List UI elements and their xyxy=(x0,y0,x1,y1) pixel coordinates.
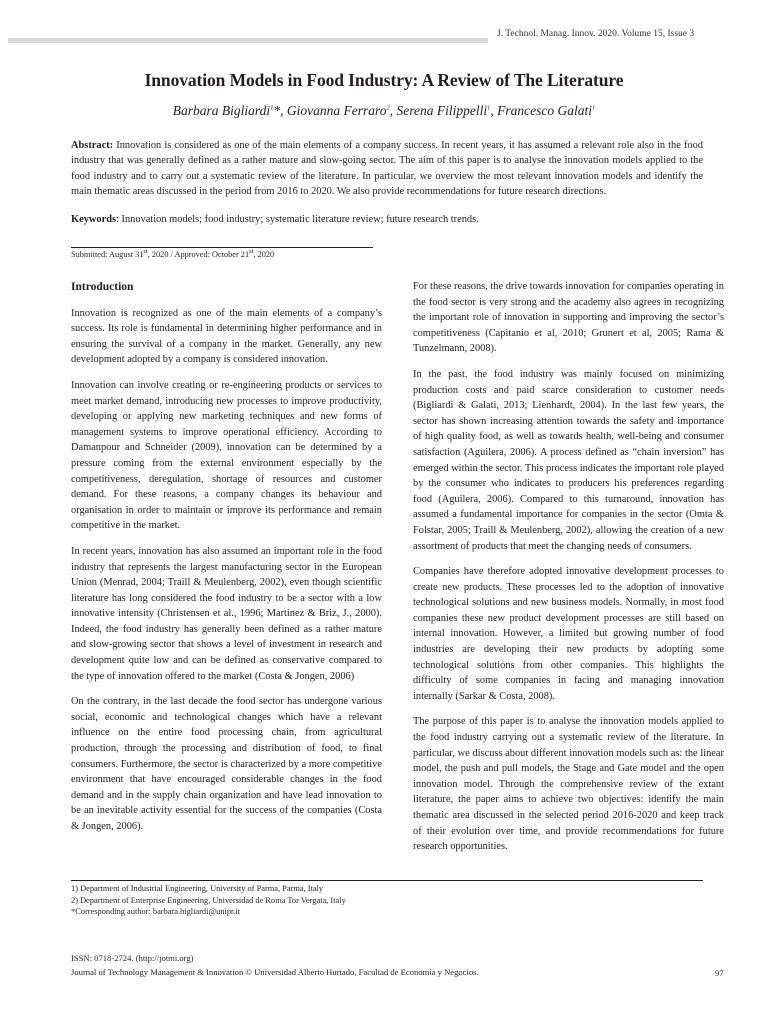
journal-reference: J. Technol. Manag. Innov. 2020. Volume 15, Issue 3 xyxy=(497,29,695,39)
submission-rule xyxy=(71,247,373,248)
approved-text: , 2020 / Approved: October 21 xyxy=(147,250,250,259)
keywords-label: Keywords xyxy=(71,214,117,225)
paragraph: For these reasons, the drive towards innovation for companies operating in the food sector is very strong and the academy also agrees in recognizing the important role of innovation in supporting and improving the sector’s competitiveness (Capitanio et al, 2010; Grunert et al, 2005; Rama & Tunzelmann, 2008). xyxy=(413,281,724,355)
author-list xyxy=(0,103,768,119)
paragraph: The purpose of this paper is to analyse the innovation models applied to the food industry carrying out a systematic review of the literature. In particular, we discuss about different innovation models such as: the linear model, the push and pull models, the Stage and Gate model and the open innovation model. Through the comprehensive review of the extant literature, the paper aims to achieve two objectives: identify the main thematic area discussed in the selected period 2016-2020 and keep track of their evolution over time, and provide recommendations for future research opportunities. xyxy=(413,716,724,853)
affiliation-mark: 1 xyxy=(487,104,491,112)
affiliation-mark: 1 xyxy=(270,104,274,112)
author-name: Francesco Galati xyxy=(497,103,592,118)
author-name: Serena Filippelli xyxy=(396,103,488,118)
section-heading-introduction: Introduction xyxy=(71,281,134,293)
paper-title: Innovation Models in Food Industry: A Review of The Literature xyxy=(144,70,624,90)
footnote-corresponding-author: *Corresponding author: barbara.bigliardi@unipr.it xyxy=(71,907,241,916)
submitted-text: Submitted: August 31 xyxy=(71,250,144,259)
submission-dates xyxy=(71,250,274,259)
ordinal-suffix: st xyxy=(249,248,254,256)
right-column xyxy=(413,279,724,865)
paragraph: In recent years, innovation has also assumed an important role in the food industry that represents the largest manufacturing sector in the European Union (Menrad, 2004; Traill & Meulenberg, 2002), even though scientific literature has long considered the food industry to be a sector with a low innovative intensity (Christensen et al., 1996; Martinez & Briz, J., 2000). Indeed, the food industry has generally been defined as a rather mature and slow-growing sector that shows a level of investment in research and development quite low and can be defined as conservative compared to the type of innovation offered to the market (Costa & Jongen, 2006) xyxy=(71,545,382,682)
author-name: Barbara Bigliardi xyxy=(172,103,271,118)
paragraph: In the past, the food industry was mainly focused on minimizing production costs and paid scarce consideration to customer needs (Bigliardi & Galati, 2013; Lienhardt, 2004). In the last few years, the sector has shown increasing attention towards the safety and importance of high quality food, as well as towards health, well-being and consumer satisfaction (Aguilera, 2006). A process defined as “chain inversion” has emerged within the sector. This process indicates the important role played by the consumer who indicates to producers his preferences regarding food (Aguilera, 2006). Compared to this turnaround, innovation has assumed a fundamental importance for companies in the sector (Omta & Folstar, 2005; Traill & Meulenberg, 2002), allowing the creation of a new assortment of products that meet the changing needs of consumers. xyxy=(413,368,724,552)
page-number: 97 xyxy=(715,968,724,978)
abstract-label: Abstract: xyxy=(71,140,114,151)
keywords-text: : Innovation models; food industry; systematic literature review; future research trends. xyxy=(116,214,479,225)
paragraph: On the contrary, in the last decade the food sector has undergone various social, economic and technological changes which have a relevant influence on the entire food processing chain, from agricultural production, through the processing and distribution of food, to final consumers. Furthermore, the sector is characterized by a more competitive environment that have encouraged considerable changes in the food demand and in the supply chain organization and have lead innovation to be an inevitable activity essential for the success of the companies (Costa & Jongen, 2006). xyxy=(71,696,382,832)
affiliation-mark: 1 xyxy=(591,104,596,112)
left-column xyxy=(71,280,382,845)
author-separator: , xyxy=(389,103,397,118)
author-separator: *, xyxy=(273,103,287,118)
author-separator: , xyxy=(490,103,498,118)
keywords xyxy=(71,212,703,227)
year-text: , 2020 xyxy=(253,250,275,259)
abstract xyxy=(71,138,703,200)
abstract-text: Innovation is considered as one of the main elements of a company success. In recent years, it has assumed a relevant role also in the food industry that was generally defined as a rather mature and slow-going sector. The aim of this paper is to analyse the innovation models applied to the food industry and to carry out a systematic review of the literature. In particular, we overview the most relevant innovation models and identify the main thematic areas discussed in the period from 2016 to 2020. We also provide recommendations for future research directions. xyxy=(71,140,703,198)
affiliation-mark: 2 xyxy=(386,104,390,112)
footnote-rule xyxy=(71,880,703,881)
author-name: Giovanna Ferraro xyxy=(286,103,387,118)
header-rule xyxy=(8,38,488,43)
footnote-affiliation-2: 2) Department of Enterprise Engineering, Universidad de Roma Tor Vergata, Italy xyxy=(71,895,346,905)
paragraph: Companies have therefore adopted innovative development processes to create new products. These processes led to the adoption of innovative technological solutions and new business models. Normally, in most food companies these new product development processes are still based on internal innovation. However, a limited but growing number of food industries are developing their new products by adopting some technological solutions from other companies. This highlights the difficulty of some companies in facing and managing innovation internally (Sarkar & Costa, 2008). xyxy=(413,566,724,702)
publisher-line: Journal of Technology Management & Innovation © Universidad Alberto Hurtado, Facultad de Economía y Negocios. xyxy=(71,967,479,977)
paragraph: Innovation is recognized as one of the main elements of a company’s success. Its role is fundamental in determining higher performance and in ensuring the survival of a company in the market. Generally, any new development adopted by a company is considered innovation. xyxy=(71,307,382,366)
footnote-affiliation-1: 1) Department of Industrial Engineering, University of Parma, Parma, Italy xyxy=(71,884,324,893)
issn-line: ISSN: 0718-2724. (http://jotmi.org) xyxy=(71,953,194,963)
ordinal-suffix: st xyxy=(143,248,148,256)
footnotes xyxy=(71,883,346,918)
paragraph: Innovation can involve creating or re-engineering products or services to meet market demand, introducing new processes to improve productivity, developing or applying new marketing techniques and new forms of management systems to improve operational efficiency. According to Damanpour and Schneider (2009), innovation can be determined by a pressure coming from the external environment especially by the competitiveness, deregulation, shortage of resources and customer demand. For these reasons, a company changes its behaviour and organisation in order to maintain or improve its performance and remain competitive in the market. xyxy=(71,379,382,532)
